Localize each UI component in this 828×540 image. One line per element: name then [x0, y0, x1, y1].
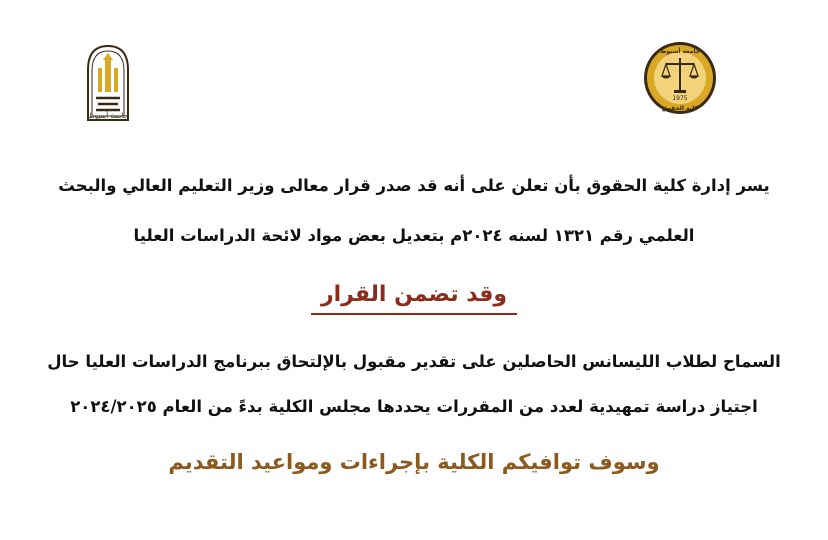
announcement-line-1: يسر إدارة كلية الحقوق بأن تعلن على أنه قد صدر قرار معالى وزير التعليم العالي والبحث	[58, 176, 770, 195]
assiut-university-logo	[86, 44, 130, 122]
decision-heading-wrapper	[0, 282, 828, 315]
seal-bottom-text: كلية الحقوق	[661, 105, 699, 112]
decision-line-2: اجتياز دراسة تمهيدية لعدد من المقررات يحددها مجلس الكلية بدءً من العام ٢٠٢٤/٢٠٢٥	[70, 397, 758, 416]
left-logo-text: جامعة أسيوط	[88, 112, 128, 120]
footer-notice: وسوف توافيكم الكلية بإجراءات ومواعيد التقديم	[168, 450, 660, 474]
seal-year: 1975	[672, 95, 688, 102]
faculty-of-law-seal	[642, 40, 718, 116]
announcement-line-2: العلمي رقم ١٣٢١ لسنه ٢٠٢٤م بتعديل بعض مواد لائحة الدراسات العليا	[133, 226, 695, 245]
decision-line-1: السماح لطلاب الليسانس الحاصلين على تقدير مقبول بالإلتحاق ببرنامج الدراسات العليا حال	[47, 352, 781, 371]
seal-top-text: جامعة أسيوط	[660, 48, 700, 55]
decision-heading: وقد تضمن القرار	[311, 282, 517, 315]
